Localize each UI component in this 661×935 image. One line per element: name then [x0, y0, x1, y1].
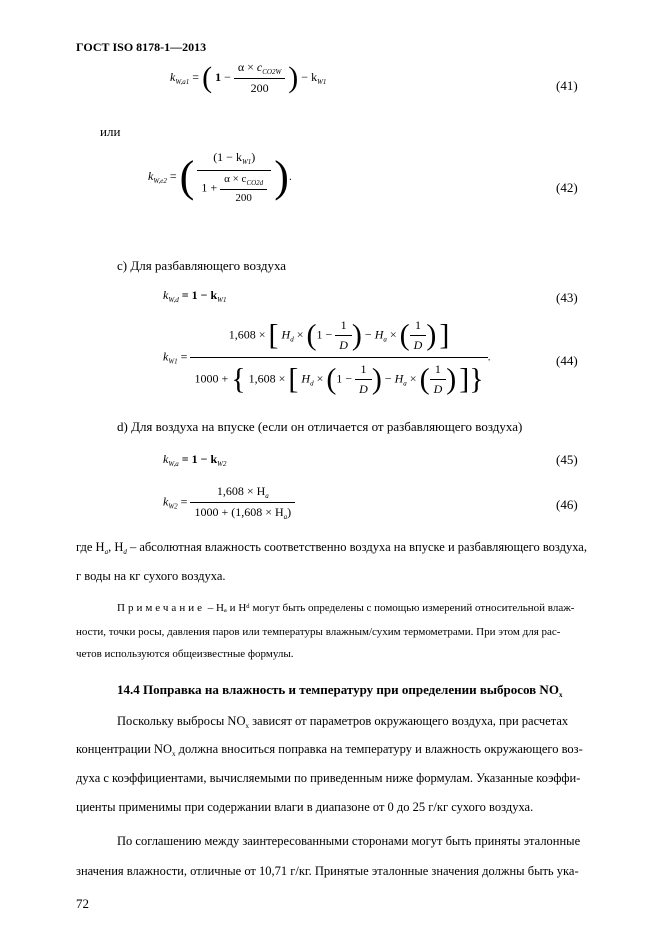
paragraph-2-line-1: По соглашению между заинтересованными сторонами могут быть приняты эталонные — [117, 834, 581, 848]
paragraph-1-line-4: циенты применимы при содержании влаги в диапазоне от 0 до 25 г/кг сухого воздуха. — [76, 800, 534, 814]
section-d-label: d) Для воздуха на впуске (если он отличается от разбавляющего воздуха) — [117, 419, 523, 434]
section-c-label: c) Для разбавляющего воздуха — [117, 258, 287, 273]
eq42-fraction: $(1 - k_{W1})$ 1 + $\frac{\alpha \times c_{CO2d}}{200}$ — [197, 150, 271, 204]
equation-number-42: (42) — [556, 180, 578, 195]
equation-44: $k_{W1}$ = 1,608 × [ $H_d \times (1$ − $\frac{1}{D}$ ) − $H_a$ × ( $\frac{1}{D}$ ) ] 1000 + { 1,608 × [ $H_d \times (1$ − $\frac{1}{D}$ ) − $H_a$ × ( $\frac{1}{D}$ ) ]} . — [163, 318, 491, 396]
paragraph-1-line-2: концентрации $NO_x$ должна вноситься поправка на температуру и влажность окружающего воз- — [76, 742, 583, 758]
equation-number-44: (44) — [556, 353, 578, 368]
equation-number-41: (41) — [556, 78, 578, 93]
equation-45: $k_{W,a} = 1 - k_{W2}$ — [163, 452, 227, 468]
where-line-2: г воды на кг сухого воздуха. — [76, 569, 226, 583]
where-line-1: где $H_a$, $H_d$ – абсолютная влажность соответственно воздуха на впуске и разбавляющего воздуха, — [76, 540, 587, 556]
eq44-fraction: 1,608 × [ $H_d \times (1$ − $\frac{1}{D}$ ) − $H_a$ × ( $\frac{1}{D}$ ) ] 1000 + { 1,608 × [ $H_d \times (1$ − $\frac{1}{D}$ ) − $H_a$ × ( $\frac{1}{D}$ ) ]} — [190, 318, 487, 397]
note-line-2: ности, точки росы, давления паров или температуры влажным/сухим термометрами. При этом для рас- — [76, 626, 561, 638]
paragraph-1-line-3: духа с коэффициентами, вычисляемыми по приведенным ниже формулам. Указанные коэффи- — [76, 771, 581, 785]
equation-46: $k_{W2}$ = $\frac{1,608 \times H_a}{1000 + (1,608 \times H_a)}$ — [163, 484, 295, 521]
document-header: ГОСТ ISO 8178-1—2013 — [76, 40, 207, 54]
equation-number-46: (46) — [556, 497, 578, 512]
paragraph-2-line-2: значения влажности, отличные от 10,71 г/кг. Принятые эталонные значения должны быть ука- — [76, 864, 579, 878]
equation-43: $k_{W,d} = 1 - k_{W1}$ — [163, 288, 227, 304]
page-number: 72 — [76, 896, 89, 911]
section-title: 14.4 Поправка на влажность и температуру при определении выбросов $NO_x$ — [117, 682, 563, 699]
equation-number-43: (43) — [556, 290, 578, 305]
eq46-fraction: $\frac{1,608 \times H_a}{1000 + (1,608 \times H_a)}$ — [190, 484, 295, 521]
equation-42: $k_{W,e2}$ = ( $(1 - k_{W1})$ 1 + $\frac{\alpha \times c_{CO2d}}{200}$ ). — [148, 150, 292, 204]
eq41-fraction: $\frac{\alpha \times c_{CO2W}}{200}$ — [234, 60, 285, 96]
note-line-1: Примечание – Hₐ и Hᵈ могут быть определены с помощью измерений относительной влаж- — [117, 602, 575, 614]
note-line-3: четов используются общеизвестные формулы. — [76, 648, 294, 660]
equation-41: $k_{W,a1}$ = ( 1 − $\frac{\alpha \times c_{CO2W}}{200}$ ) − $k_{W1}$ — [170, 60, 327, 95]
or-word: или — [100, 124, 121, 139]
equation-number-45: (45) — [556, 452, 578, 467]
paragraph-1-line-1: Поскольку выбросы $NO_x$ зависят от параметров окружающего воздуха, при расчетах — [117, 714, 569, 730]
